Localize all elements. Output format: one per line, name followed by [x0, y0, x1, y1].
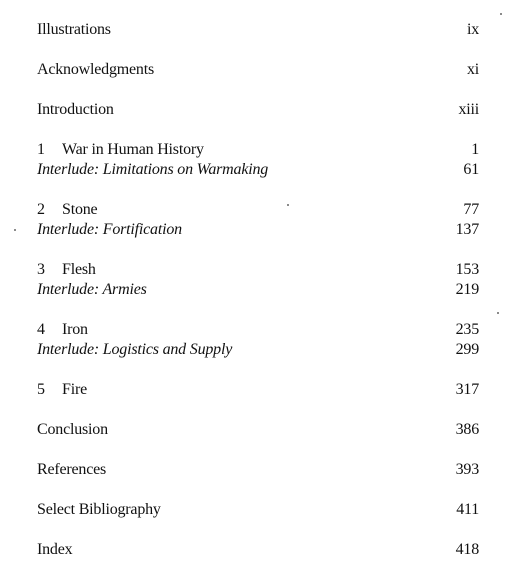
toc-entry-references [37, 460, 479, 480]
entry-page: xiii [458, 101, 479, 118]
toc-entry-conclusion [37, 420, 479, 440]
entry-title: Iron [62, 321, 88, 338]
entry-title: War in Human History [62, 141, 204, 158]
entry-title: Select Bibliography [37, 501, 161, 518]
chapter-number: 3 [37, 261, 45, 278]
entry-title: Index [37, 541, 73, 558]
entry-page: 386 [455, 421, 479, 438]
entry-title: References [37, 461, 107, 478]
entry-page: 61 [463, 161, 479, 178]
toc-entry-chapter-2 [37, 200, 479, 220]
entry-page: 299 [455, 341, 479, 358]
toc-entry-chapter-1 [37, 140, 479, 160]
toc-entry-acknowledgments [37, 60, 479, 80]
entry-title: Flesh [62, 261, 96, 278]
toc-entry-select-bibliography [37, 500, 479, 520]
toc-entry-interlude-3 [37, 280, 479, 300]
scan-speck [14, 229, 16, 231]
entry-page: 153 [455, 261, 479, 278]
toc-entry-index [37, 540, 479, 560]
entry-page: 1 [471, 141, 479, 158]
entry-page: 77 [463, 201, 479, 218]
entry-title: Interlude: Logistics and Supply [37, 341, 233, 358]
entry-page: 235 [455, 321, 479, 338]
entry-title: Stone [62, 201, 98, 218]
toc-entry-illustrations [37, 20, 479, 40]
entry-title: Illustrations [37, 21, 111, 38]
entry-page: ix [466, 21, 479, 38]
chapter-number: 2 [37, 201, 45, 218]
chapter-number: 1 [37, 141, 45, 158]
toc-entry-introduction [37, 100, 479, 120]
toc-entry-chapter-5 [37, 380, 479, 400]
entry-page: 317 [455, 381, 479, 398]
toc-entry-interlude-1 [37, 160, 479, 180]
entry-title: Interlude: Fortification [37, 221, 182, 238]
entry-page: xi [466, 61, 479, 78]
entry-title: Acknowledgments [37, 61, 154, 78]
entry-page: 393 [455, 461, 479, 478]
entry-page: 418 [455, 541, 479, 558]
entry-page: 219 [455, 281, 479, 298]
entry-title: Interlude: Armies [37, 281, 147, 298]
chapter-number: 5 [37, 381, 45, 398]
toc-entry-interlude-4 [37, 340, 479, 360]
entry-page: 137 [455, 221, 479, 238]
toc-entry-interlude-2 [37, 220, 479, 240]
entry-page: 411 [456, 501, 479, 518]
toc-entry-chapter-4 [37, 320, 479, 340]
entry-title: Conclusion [37, 421, 108, 438]
entry-title: Interlude: Limitations on Warmaking [37, 161, 269, 178]
entry-title: Introduction [37, 101, 114, 118]
toc-entry-chapter-3 [37, 260, 479, 280]
scan-speck [497, 312, 499, 314]
entry-title: Fire [62, 381, 87, 398]
table-of-contents [37, 20, 479, 560]
scan-speck [287, 204, 289, 206]
scan-speck [500, 13, 502, 15]
chapter-number: 4 [37, 321, 45, 338]
